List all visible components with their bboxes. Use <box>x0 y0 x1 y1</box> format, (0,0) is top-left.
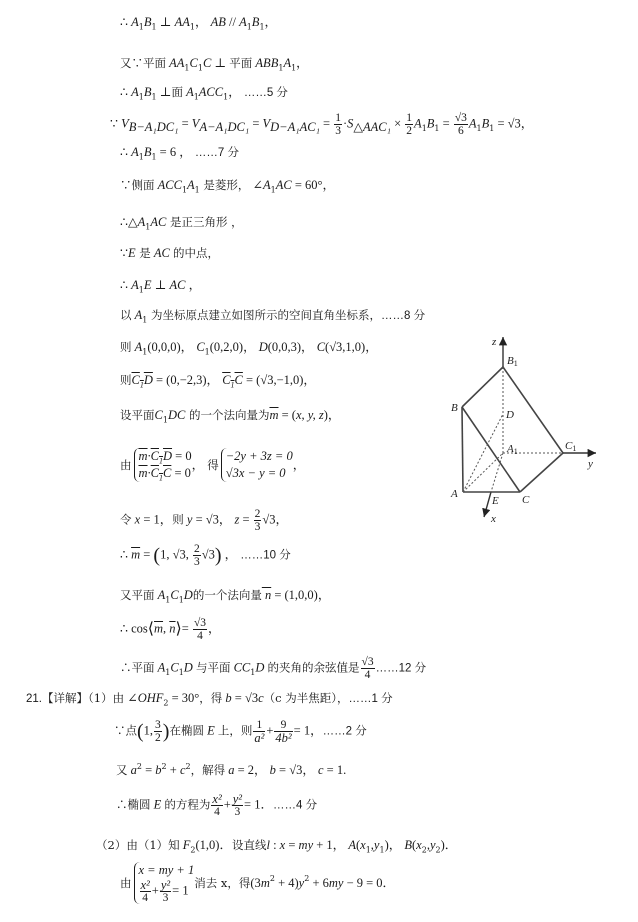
label-z: z <box>492 336 497 348</box>
line-6: ∵侧面 $ACC_1A_1$ 是菱形， $\angle A_1AC = 60^\circ$， <box>120 178 336 195</box>
label-B1: B1 <box>507 355 518 368</box>
score-4: ……4 分 <box>272 799 318 812</box>
line-14-system: 由 $\overline{m}\cdot C_1D = 0$ $\overline{m}\cdot C_1C = 0$ ， 得 −2y + 3z = 0 √3x − y = 0 ， <box>120 449 306 483</box>
line-7: $\therefore\triangle A_1AC$ 是正三角形 ， <box>120 215 243 232</box>
line-18: ∴ $\cos⟨\overline{m}$, $\overline{n}⟩=$ $\frac{√3}{4}$ ， <box>120 617 221 642</box>
line-17: 又平面 $A_1C_1D$的一个法向量 n = (1,0,0)， <box>120 588 331 605</box>
label-D: D <box>506 409 514 421</box>
label-A: A <box>451 488 458 500</box>
score-5: ……5 分 <box>243 87 288 99</box>
sol21-line-1: 21.【详解】（1）由 $\angle OHF_2 = 30^\circ$，得 b = √3c（c 为半焦距），……1 分 <box>26 691 393 708</box>
label-C: C <box>522 494 530 506</box>
x-axis <box>484 492 491 517</box>
line-9: ∴ $A_1E$ ⊥ AC ， <box>120 278 202 295</box>
line-12-vectors: 则$C_1D = (0,-2,3)$， $C_1C = (√3,-1,0)$， <box>120 373 316 390</box>
score-1: ……1 分 <box>348 693 393 705</box>
line-13: 设平面$C_1DC$ 的一个法向量为$\overline{m} = (x$, y, z)， <box>120 408 341 425</box>
line-1: ∴ $A_1B_1$ ⊥ $AA_1$， AB // $A_1B_1$， <box>120 15 278 32</box>
label-C1: C1 <box>565 440 577 453</box>
question-number: 21. <box>26 693 42 705</box>
line-5: ∴ $A_1B_1 = 6$ ， ……7 分 <box>120 145 239 162</box>
sol21-line-2: ∵点(1, $\frac{3}{2}$ )在椭圆 E 上，则 $\frac{1}{\text{a²}}$ + $\frac{9}{\text{4b²}}$ = 1，……2 分 <box>114 719 367 745</box>
detail-tag: 【详解】 <box>42 691 88 705</box>
label-E: E <box>492 495 499 507</box>
line-16: ∴ $\overline{m} = (1$, √3, $\frac{2}{3}$ √3) ， ……10 分 <box>120 543 291 568</box>
line-11-coords: 则 $A_1(0,0,0)$， $C_1(0,2,0)$， D(0,0,3)， C(√3,1,0)， <box>120 340 378 357</box>
equation-system-3: x = my + 1 $\frac{\text{x²}}{4}$ + $\frac{\text{y²}}{3}$ = 1 <box>134 862 195 904</box>
score-2: ……2 分 <box>322 725 367 738</box>
sol21-line-4: ∴椭圆 E 的方程为 $\frac{\text{x²}}{4}$ + $\frac{\text{y²}}{3}$ = 1．……4 分 <box>116 792 318 818</box>
line-8: ∵E 是 AC 的中点， <box>120 246 219 260</box>
line-19-conclusion: ∴平面 $A_1C_1D$ 与平面 $CC_1D$ 的夹角的余弦值是 $\frac{√3}{4}$ ……12 分 <box>120 656 427 681</box>
sol21-line-5: （2）由（1）知 $F_2(1,0)$．设直线l : x = my + 1， $A(x_1,y_1)$， $B(x_2,y_2)$． <box>96 838 458 855</box>
equation-system-1: $\overline{m}\cdot C_1D = 0$ $\overline{m}\cdot C_1C = 0$ <box>134 448 192 482</box>
sol21-line-6: 由 x = my + 1 $\frac{\text{x²}}{4}$ + $\frac{\text{y²}}{3}$ = 1 消去 x，得$(3m^2 + 4)y^2 + 6my - 9 = 0$． <box>120 863 396 904</box>
label-B: B <box>451 402 458 414</box>
score-8: ……8 分 <box>381 310 426 322</box>
label-x: x <box>491 513 496 525</box>
score-7: ……7 分 <box>194 147 239 159</box>
line-3: ∴ $A_1B_1$ ⊥面 $A_1ACC_1$， ……5 分 <box>120 85 288 102</box>
sol21-line-3: 又 $a^2 = b^2 + c^2$，解得 a = 2， b = √3， c = 1. <box>116 762 347 777</box>
line-2: 又∵平面 $AA_1C_1C$ ⊥ 平面 $ABB_1A_1$， <box>120 56 309 73</box>
line-10: 以 $A_1$ 为坐标原点建立如图所示的空间直角坐标系，……8 分 <box>120 308 426 325</box>
label-A1: A1 <box>507 443 518 456</box>
line-15: 令 x = 1，则 y = √3， z = $\frac{2}{3}$ √3， <box>120 508 289 533</box>
equation-system-2: −2y + 3z = 0 √3x − y = 0 <box>221 448 293 482</box>
score-10: ……10 分 <box>240 549 291 562</box>
prism-coordinate-diagram <box>440 330 610 530</box>
label-y: y <box>588 458 593 470</box>
score-12: ……12 分 <box>375 662 427 675</box>
line-4-volume: ∵ $V_{B-A_1DC_1} = V_{A-A_1DC_1} = V_{D-A_1AC_1}$ = $\frac{1}{3}$ $\cdot S_{\triangle AAC_1}$ × $\frac{1}{2}$ $A_1B_1$ = $\frac{√3}{6}$ $A_1B_1 = √3$， <box>110 112 534 137</box>
